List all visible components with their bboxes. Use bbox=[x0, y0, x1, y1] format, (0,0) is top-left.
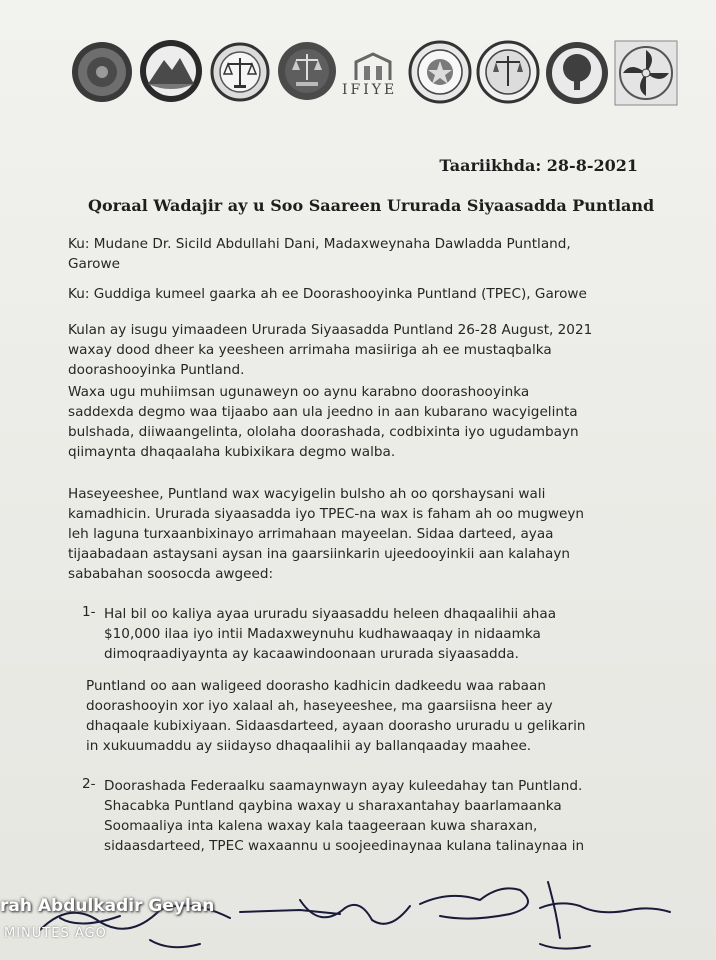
text-line: dimoqraadiyaynta ay kacaawindoonaan ururada siyaasadda. bbox=[104, 646, 519, 662]
overlay-author-name: rah Abdulkadir Geylan bbox=[0, 896, 215, 916]
scales-emblem-logo bbox=[276, 40, 338, 102]
tree-logo bbox=[544, 40, 610, 106]
text-line: leh laguna turxaanbixinayo arrimahaan mayeelan. Sidaa darteed, ayaa bbox=[68, 526, 554, 542]
text-line: Kulan ay isugu yimaadeen Ururada Siyaasadda Puntland 26-28 August, 2021 bbox=[68, 322, 593, 338]
text-line: in xukuumaddu ay siidayso dhaqaalihii ay ballanqaaday maahee. bbox=[86, 738, 532, 754]
text-line: Waxa ugu muhiimsan ugunaweyn oo aynu karabno doorashooyinka bbox=[68, 384, 530, 400]
party-seal-logo-2 bbox=[476, 40, 540, 104]
text-line: qiimaynta dhaqaalaha kubixikara degmo walba. bbox=[68, 444, 396, 460]
paragraph-puntland-elections bbox=[86, 676, 666, 756]
text-line: $10,000 ilaa iyo intii Madaxweynuhu kudhawaaqay in nidaamka bbox=[104, 626, 541, 642]
text-line: Puntland oo aan waligeed doorasho kadhicin dadkeedu waa rabaan bbox=[86, 678, 546, 694]
text-line: waxay dood dheer ka yeesheen arrimaha masiiriga ah ee mustaqbalka bbox=[68, 342, 552, 358]
recipient-president bbox=[68, 234, 648, 274]
item-number-1: 1- bbox=[82, 604, 96, 620]
text-line: Hal bil oo kaliya ayaa ururadu siyaasaddu heleen dhaqaalihii ahaa bbox=[104, 606, 557, 622]
text-line: Doorashada Federaalku saamaynwayn ayay kuleedahay tan Puntland. bbox=[104, 778, 583, 794]
text-line: doorashooyin xor iyo xalaal ah, haseyeeshee, ma gaarsiisna heer ay bbox=[86, 698, 553, 714]
list-item-2 bbox=[104, 776, 684, 856]
logos-row bbox=[70, 36, 682, 116]
emblem-seal-logo bbox=[70, 40, 134, 104]
text-line: kamadhicin. Ururada siyaasadda iyo TPEC-na wax is faham ah oo mugweyn bbox=[68, 506, 584, 522]
text-line: sababahan soosocda awgeed: bbox=[68, 566, 274, 582]
text-line: Garowe bbox=[68, 256, 120, 272]
text-line: bulshada, diiwaangelinta, ololaha doorashada, codbixinta iyo ugudambayn bbox=[68, 424, 579, 440]
party-seal-logo-1 bbox=[408, 40, 472, 104]
item-number-2: 2- bbox=[82, 776, 96, 792]
paragraph-importance bbox=[68, 382, 648, 462]
recipient-tpec bbox=[68, 284, 648, 304]
paragraph-however bbox=[68, 484, 648, 584]
paragraph-meeting bbox=[68, 320, 648, 380]
mountain-logo bbox=[138, 38, 204, 104]
ifiye-logo-text: IFIYE bbox=[342, 82, 398, 98]
text-line: Haseyeeshee, Puntland wax wacyigelin bulsho ah oo qorshaysani wali bbox=[68, 486, 546, 502]
text-line: tijaabadaan astaysani aysan ina gaarsiinkarin ujeedooyinkii aan kalahayn bbox=[68, 546, 570, 562]
text-line: Ku: Mudane Dr. Sicild Abdullahi Dani, Madaxweynaha Dawladda Puntland, bbox=[68, 236, 571, 252]
text-line: sidaasdarteed, TPEC waxaannu u soojeedinaynaa kulana talinaynaa in bbox=[104, 838, 585, 854]
justice-scales-logo bbox=[210, 42, 270, 102]
text-line: Shacabka Puntland qaybina waxay u sharaxantahay baarlamaanka bbox=[104, 798, 562, 814]
letter-date: Taariikhda: 28-8-2021 bbox=[439, 156, 638, 175]
text-line: Soomaaliya inta kalena waxay kala taageeraan kuwa sharaxan, bbox=[104, 818, 538, 834]
letter-title: Qoraal Wadajir ay u Soo Saareen Ururada Siyaasadda Puntland bbox=[88, 196, 655, 215]
text-line: dhaqaale kubixiyaan. Sidaasdarteed, ayaan doorasho ururadu u gelikarin bbox=[86, 718, 586, 734]
list-item-1 bbox=[104, 604, 684, 664]
text-line: doorashooyinka Puntland. bbox=[68, 362, 245, 378]
text-line: saddexda degmo waa tijaabo aan ula jeedno in aan kubarano wacyigelinta bbox=[68, 404, 578, 420]
overlay-timestamp: MINUTES AGO bbox=[4, 926, 107, 941]
text-line: Ku: Guddiga kumeel gaarka ah ee Doorashooyinka Puntland (TPEC), Garowe bbox=[68, 286, 587, 302]
pinwheel-logo bbox=[614, 40, 678, 106]
